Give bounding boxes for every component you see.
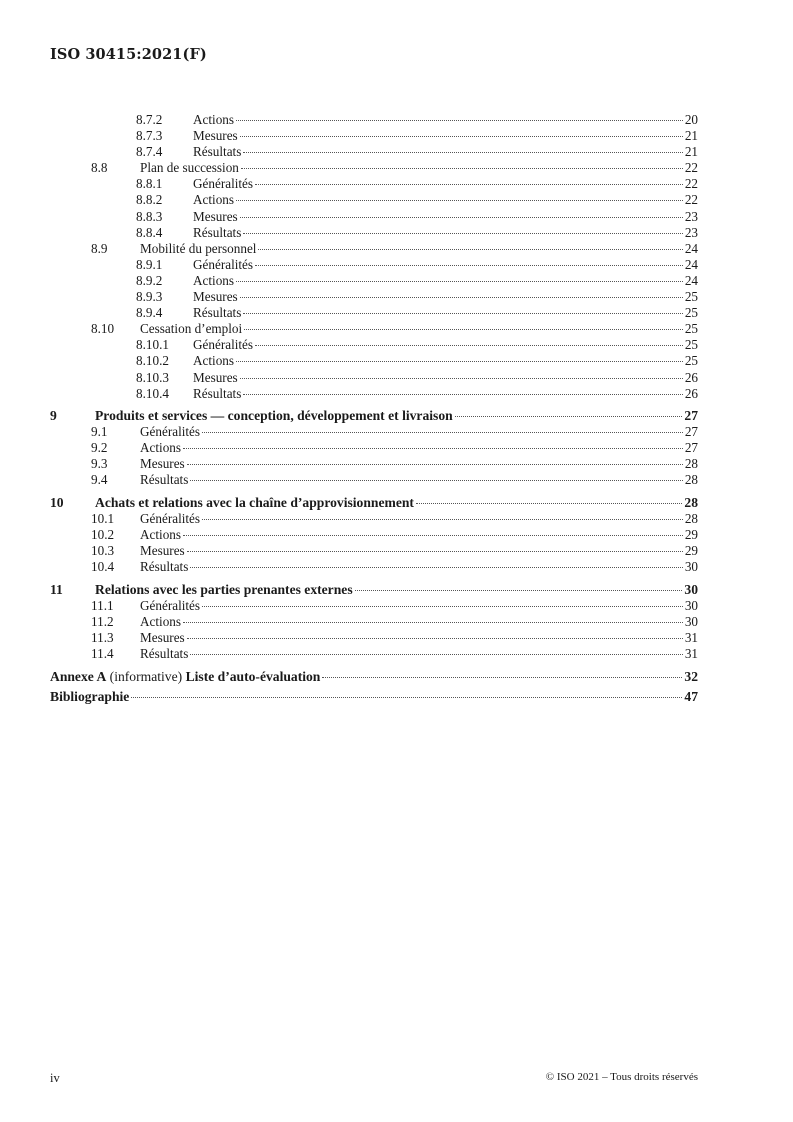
dot-leader [355, 590, 683, 591]
toc-entry-title: Résultats [140, 559, 189, 575]
toc-page-number: 28 [684, 511, 698, 527]
toc-page-number: 32 [684, 668, 698, 684]
toc-entry-title: Bibliographie [50, 688, 130, 704]
toc-entry[interactable] [50, 289, 698, 305]
toc-entry-number: 8.7.2 [136, 112, 163, 127]
dot-leader [187, 638, 683, 639]
toc-page-number: 29 [684, 527, 698, 543]
toc-entry-number: 8.8.3 [136, 208, 163, 224]
toc-entry-number: 8.9.1 [136, 256, 163, 272]
toc-entry-title: Résultats [140, 472, 189, 488]
toc-entry-title: Produits et services — conception, développement et livraison [95, 408, 453, 424]
toc-entry-title: Mesures [193, 369, 238, 385]
toc-entry-number: 9.4 [91, 472, 108, 488]
toc-entry-number: 8.10.2 [136, 353, 169, 369]
toc-entry[interactable] [50, 630, 698, 646]
toc-page-number: 24 [684, 272, 698, 288]
toc-entry-number: 10.2 [91, 527, 115, 543]
toc-entry-title: Résultats [140, 646, 189, 662]
toc-entry[interactable] [50, 160, 698, 176]
dot-leader [236, 281, 683, 282]
toc-entry[interactable] [50, 582, 698, 598]
dot-leader [190, 480, 682, 481]
toc-page-number: 29 [684, 543, 698, 559]
toc-entry-number: 10 [50, 494, 64, 510]
dot-leader [240, 136, 683, 137]
toc-page-number: 26 [684, 385, 698, 401]
toc-entry-number: 8.9.4 [136, 305, 163, 321]
toc-entry[interactable] [50, 305, 698, 321]
document-id-header: ISO 30415:2021(F) [50, 46, 207, 63]
toc-page-number: 25 [684, 305, 698, 321]
toc-entry-number: 11.4 [91, 646, 114, 662]
page-number: iv [50, 1071, 60, 1085]
toc-entry[interactable] [50, 192, 698, 208]
toc-entry[interactable] [50, 495, 698, 511]
toc-page-number: 30 [684, 613, 698, 629]
toc-entry[interactable] [50, 144, 698, 160]
toc-entry-number: 11.2 [91, 613, 114, 629]
toc-page-number: 21 [684, 128, 698, 144]
toc-entry-title: Mesures [193, 128, 238, 144]
toc-page-number: 25 [684, 337, 698, 353]
dot-leader [183, 535, 683, 536]
toc-entry-title: Achats et relations avec la chaîne d’approvisionnement [95, 494, 414, 510]
toc-entry[interactable] [50, 689, 698, 705]
toc-entry[interactable] [50, 424, 698, 440]
toc-entry[interactable] [50, 209, 698, 225]
toc-entry[interactable] [50, 257, 698, 273]
dot-leader [240, 217, 683, 218]
toc-entry-number: 9.2 [91, 440, 108, 456]
toc-page-number: 25 [684, 321, 698, 337]
toc-entry-number: 8.8.2 [136, 192, 163, 208]
toc-entry-title: Actions [193, 353, 235, 369]
toc-entry-title: Résultats [193, 305, 242, 321]
annex-title: Liste d’auto-évaluation [185, 668, 321, 684]
toc-page-number: 23 [684, 224, 698, 240]
dot-leader [131, 697, 682, 698]
dot-leader [416, 503, 682, 504]
toc-page-number: 27 [684, 424, 698, 440]
dot-leader [183, 622, 683, 623]
toc-entry-number: 9 [50, 408, 57, 424]
toc-entry-number: 9.3 [91, 456, 108, 472]
toc-page-number: 47 [684, 688, 698, 704]
dot-leader [187, 551, 683, 552]
toc-entry-title: Actions [193, 112, 235, 127]
toc-page-number: 24 [684, 240, 698, 256]
toc-page-number: 25 [684, 289, 698, 305]
toc-entry[interactable] [50, 527, 698, 543]
toc-entry[interactable] [50, 337, 698, 353]
toc-entry[interactable] [50, 225, 698, 241]
toc-entry-title: Mesures [140, 630, 185, 646]
dot-leader [202, 519, 683, 520]
toc-entry[interactable] [50, 511, 698, 527]
toc-entry-title: Mesures [140, 543, 185, 559]
toc-entry[interactable] [50, 440, 698, 456]
toc-entry-number: 10.3 [91, 543, 115, 559]
toc-entry-number: 8.10.4 [136, 385, 169, 401]
toc-entry-number: 11.3 [91, 630, 114, 646]
dot-leader [241, 168, 683, 169]
annex-type: (informative) [106, 668, 186, 684]
toc-entry-title: Mesures [193, 208, 238, 224]
toc-entry[interactable] [50, 386, 698, 402]
dot-leader [455, 416, 683, 417]
toc-entry-title [50, 669, 320, 685]
toc-entry[interactable] [50, 176, 698, 192]
toc-entry[interactable] [50, 646, 698, 662]
toc-entry-title: Généralités [193, 176, 254, 192]
dot-leader [202, 432, 683, 433]
toc-entry-title: Actions [140, 613, 182, 629]
toc-entry-number: 10.4 [91, 559, 115, 575]
dot-leader [202, 606, 683, 607]
toc-entry-number: 8.9.3 [136, 289, 163, 305]
toc-page-number: 31 [684, 646, 698, 662]
toc-entry-title: Mesures [193, 289, 238, 305]
toc-entry-title: Actions [140, 440, 182, 456]
toc-entry[interactable] [50, 614, 698, 630]
toc-entry[interactable] [50, 241, 698, 257]
toc-page-number: 28 [684, 494, 698, 510]
dot-leader [236, 200, 683, 201]
dot-leader [258, 249, 682, 250]
toc-entry-title: Actions [193, 192, 235, 208]
toc-entry[interactable] [50, 370, 698, 386]
toc-entry[interactable] [50, 559, 698, 575]
toc-entry[interactable] [50, 543, 698, 559]
toc-entry-title: Cessation d’emploi [140, 321, 243, 337]
toc-entry-title: Généralités [193, 337, 254, 353]
dot-leader [190, 567, 682, 568]
dot-leader [322, 677, 682, 678]
toc-page-number: 24 [684, 256, 698, 272]
toc-entry[interactable] [50, 112, 698, 128]
toc-page-number: 22 [684, 160, 698, 176]
dot-leader [187, 464, 683, 465]
dot-leader [240, 297, 683, 298]
toc-entry[interactable] [50, 669, 698, 685]
toc-entry-number: 8.7.3 [136, 128, 163, 144]
dot-leader [236, 361, 683, 362]
toc-page-number: 31 [684, 630, 698, 646]
toc-entry-title: Relations avec les parties prenantes externes [95, 581, 353, 597]
toc-page-number: 21 [684, 144, 698, 160]
toc-entry-title: Mesures [140, 456, 185, 472]
dot-leader [236, 120, 683, 121]
toc-entry-title: Généralités [140, 597, 201, 613]
toc-entry[interactable] [50, 128, 698, 144]
toc-page-number: 25 [684, 353, 698, 369]
toc-entry-number: 8.10.1 [136, 337, 169, 353]
toc-entry[interactable] [50, 472, 698, 488]
toc-entry-title: Mobilité du personnel [140, 240, 257, 256]
dot-leader [255, 184, 683, 185]
toc-entry[interactable] [50, 321, 698, 337]
toc-entry-number: 9.1 [91, 424, 108, 440]
dot-leader [243, 394, 682, 395]
toc-entry-title: Actions [193, 272, 235, 288]
toc-entry-title: Actions [140, 527, 182, 543]
dot-leader [240, 378, 683, 379]
toc-entry-title: Généralités [140, 511, 201, 527]
toc-entry[interactable] [50, 598, 698, 614]
dot-leader [183, 448, 683, 449]
toc-entry-number: 8.8.1 [136, 176, 163, 192]
toc-entry[interactable] [50, 456, 698, 472]
toc-entry[interactable] [50, 273, 698, 289]
toc-entry-title: Résultats [193, 224, 242, 240]
dot-leader [255, 265, 683, 266]
toc-page-number: 30 [684, 597, 698, 613]
toc-page-number: 22 [684, 192, 698, 208]
copyright-notice: © ISO 2021 – Tous droits réservés [545, 1071, 698, 1083]
toc-entry-title: Plan de succession [140, 160, 239, 176]
annex-label: Annexe A [50, 668, 107, 684]
toc-page-number: 26 [684, 369, 698, 385]
toc-page-number: 27 [684, 440, 698, 456]
table-of-contents [50, 112, 698, 705]
toc-entry-number: 8.9.2 [136, 272, 163, 288]
toc-page-number: 30 [684, 581, 698, 597]
toc-entry-number: 8.8.4 [136, 224, 163, 240]
toc-entry-title: Généralités [140, 424, 201, 440]
toc-entry-number: 8.10.3 [136, 369, 169, 385]
dot-leader [190, 654, 682, 655]
toc-page-number: 22 [684, 176, 698, 192]
toc-entry[interactable] [50, 408, 698, 424]
toc-entry-number: 11 [50, 581, 63, 597]
dot-leader [255, 345, 683, 346]
dot-leader [243, 313, 682, 314]
toc-entry-number: 8.7.4 [136, 144, 163, 160]
toc-entry[interactable] [50, 353, 698, 369]
toc-entry-number: 10.1 [91, 511, 115, 527]
dot-leader [244, 329, 683, 330]
toc-entry-title: Résultats [193, 385, 242, 401]
toc-page-number: 28 [684, 472, 698, 488]
dot-leader [243, 233, 682, 234]
toc-page-number: 28 [684, 456, 698, 472]
toc-page-number: 20 [684, 112, 698, 127]
toc-entry-title: Résultats [193, 144, 242, 160]
dot-leader [243, 152, 682, 153]
toc-entry-number: 8.10 [91, 321, 115, 337]
toc-page-number: 30 [684, 559, 698, 575]
toc-entry-number: 8.9 [91, 240, 108, 256]
toc-page-number: 23 [684, 208, 698, 224]
toc-entry-title: Généralités [193, 256, 254, 272]
toc-entry-number: 11.1 [91, 597, 114, 613]
toc-page-number: 27 [684, 408, 698, 424]
toc-entry-number: 8.8 [91, 160, 108, 176]
